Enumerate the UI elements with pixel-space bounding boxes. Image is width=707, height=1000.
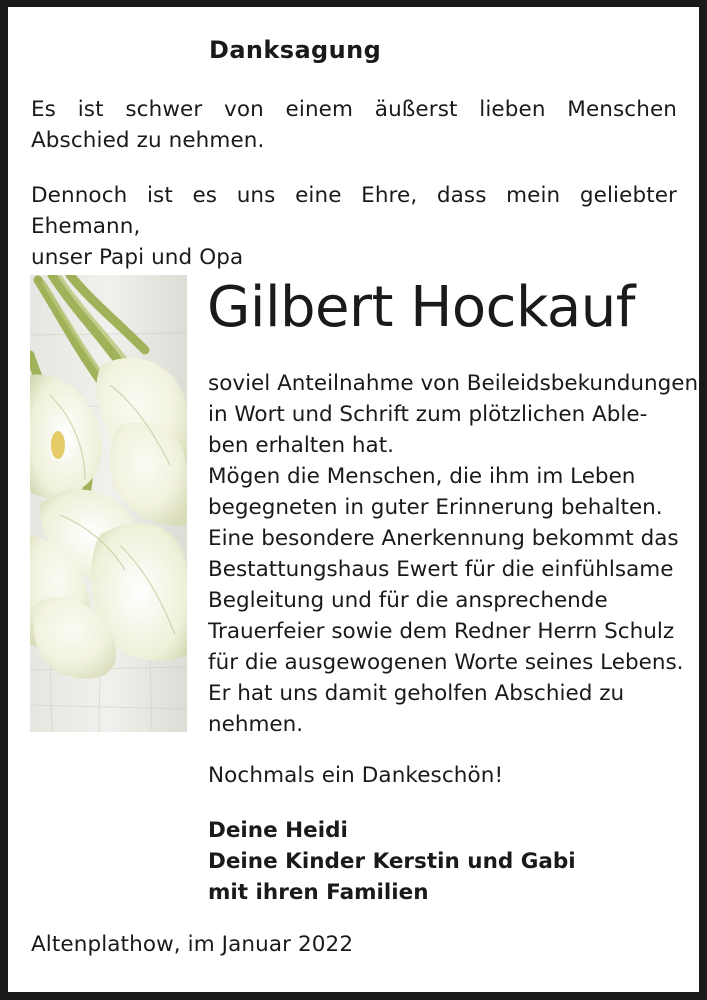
body-line: Bestattungshaus Ewert für die einfühlsame	[208, 557, 674, 582]
body-line: Eine besondere Anerkennung bekommt das	[208, 526, 679, 551]
intro-paragraph-2	[31, 180, 677, 273]
body-line: Er hat uns damit geholfen Abschied zu	[208, 681, 625, 706]
closing-line: Nochmals ein Dankeschön!	[208, 763, 504, 788]
signature-block	[208, 815, 576, 908]
place-date: Altenplathow, im Januar 2022	[31, 932, 354, 957]
body-line: ben erhalten hat.	[208, 433, 394, 458]
signature-line: Deine Heidi	[208, 818, 348, 843]
body-line: soviel Anteilnahme von Beileidsbekundungen	[208, 371, 699, 396]
body-line: Trauerfeier sowie dem Redner Herrn Schulz	[208, 619, 675, 644]
deceased-name: Gilbert Hockauf	[207, 275, 635, 340]
body-line: für die ausgewogenen Worte seines Lebens.	[208, 650, 684, 675]
intro-paragraph: Es ist schwer von einem äußerst lieben Menschen Abschied zu nehmen.	[31, 97, 677, 153]
signature-line: mit ihren Familien	[208, 880, 429, 905]
intro-paragraph-2-line: Dennoch ist es uns eine Ehre, dass mein geliebter Ehemann,	[31, 183, 677, 239]
body-line: Mögen die Menschen, die ihm im Leben	[208, 464, 636, 489]
signature-line: Deine Kinder Kerstin und Gabi	[208, 849, 576, 874]
body-line: nehmen.	[208, 712, 304, 737]
body-line: Begleitung und für die ansprechende	[208, 588, 608, 613]
intro-paragraph-2-line: unser Papi und Opa	[31, 245, 244, 270]
body-line: begegneten in guter Erinnerung behalten.	[208, 495, 663, 520]
notice-body	[208, 368, 699, 740]
notice-heading: Danksagung	[209, 36, 382, 64]
body-line: in Wort und Schrift zum plötzlichen Able-	[208, 402, 648, 427]
calla-lily-flowers-icon	[30, 275, 187, 732]
